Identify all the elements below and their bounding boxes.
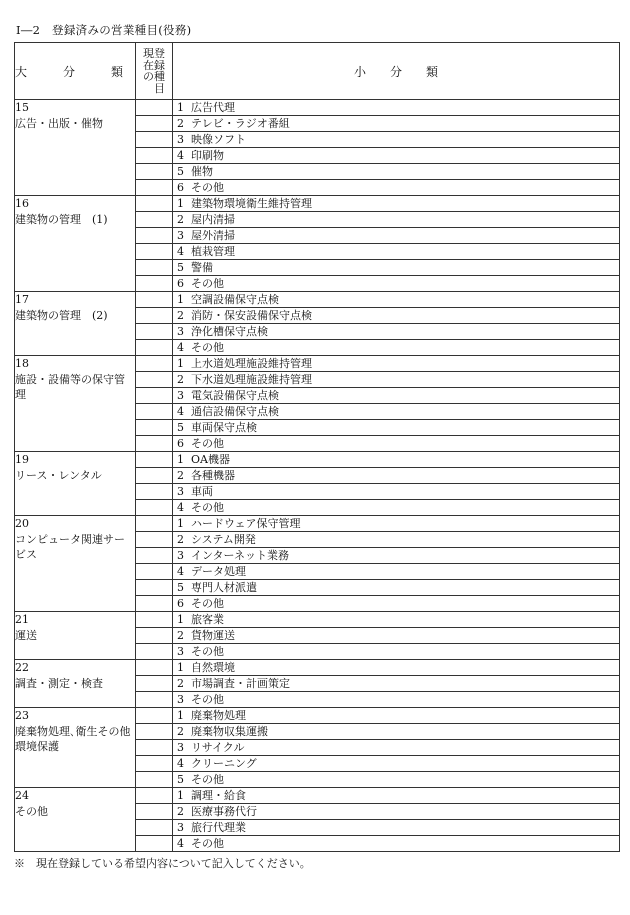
minor-category-cell [173,356,620,372]
table-row [15,660,620,676]
minor-category-label: 調理・給食 [191,789,246,802]
minor-category-cell [173,212,620,228]
minor-category-label: その他 [191,181,224,194]
major-category-header: 大 分 類 [15,43,136,100]
major-category-number: 20 [15,517,29,530]
minor-category-label: 広告代理 [191,101,235,114]
minor-category-label: 廃棄物収集運搬 [191,725,268,738]
registered-check-cell[interactable] [136,772,173,788]
registered-check-cell[interactable] [136,324,173,340]
major-category-number: 19 [15,453,29,466]
minor-category-label: その他 [191,437,224,450]
registered-check-cell[interactable] [136,340,173,356]
minor-category-label: ハードウェア保守管理 [191,517,301,530]
registered-items-header [136,43,173,100]
minor-category-number: 4 [177,501,184,514]
registered-check-cell[interactable] [136,788,173,804]
minor-category-number: 6 [177,437,184,450]
registered-check-cell[interactable] [136,276,173,292]
minor-category-cell [173,420,620,436]
minor-category-number: 3 [177,229,184,242]
table-row [15,100,620,116]
minor-category-number: 2 [177,725,184,738]
minor-category-cell [173,132,620,148]
registered-check-cell[interactable] [136,548,173,564]
minor-category-number: 1 [177,293,184,306]
minor-category-cell [173,244,620,260]
minor-category-label: 印刷物 [191,149,224,162]
minor-category-cell [173,676,620,692]
minor-category-number: 6 [177,181,184,194]
minor-category-cell [173,724,620,740]
registered-check-cell[interactable] [136,564,173,580]
footnote: ※ 現在登録している希望内容について記入してください。 [14,857,311,870]
registered-check-cell[interactable] [136,100,173,116]
minor-category-label: 車両 [191,485,213,498]
minor-category-label: 映像ソフト [191,133,246,146]
minor-category-label: その他 [191,341,224,354]
minor-category-number: 3 [177,645,184,658]
major-category-name: 建築物の管理 (1) [15,212,108,226]
major-category-name: 運送 [15,628,37,642]
registered-check-cell[interactable] [136,196,173,212]
minor-category-number: 5 [177,581,184,594]
major-category-cell [15,660,136,708]
minor-category-number: 3 [177,741,184,754]
minor-category-number: 6 [177,597,184,610]
minor-category-cell [173,116,620,132]
minor-category-number: 1 [177,197,184,210]
minor-category-cell [173,612,620,628]
registered-check-cell[interactable] [136,436,173,452]
major-category-name: 広告・出版・催物 [15,116,103,130]
registered-check-cell[interactable] [136,372,173,388]
major-category-cell [15,356,136,452]
minor-category-label: 貨物運送 [191,629,235,642]
registered-check-cell[interactable] [136,180,173,196]
major-category-cell [15,612,136,660]
minor-category-label: システム開発 [191,533,256,546]
table-row [15,788,620,804]
major-category-number: 16 [15,197,29,210]
major-category-number: 23 [15,709,29,722]
minor-category-label: 電気設備保守点検 [191,389,279,402]
minor-category-label: その他 [191,645,224,658]
major-category-cell [15,292,136,356]
minor-category-cell [173,388,620,404]
registered-check-cell[interactable] [136,804,173,820]
minor-category-cell [173,804,620,820]
minor-category-cell [173,372,620,388]
registered-check-cell[interactable] [136,612,173,628]
major-category-name: コンピュータ関連サービス [15,532,125,561]
minor-category-label: クリーニング [191,757,257,770]
minor-category-cell [173,516,620,532]
minor-category-cell [173,596,620,612]
minor-category-number: 6 [177,277,184,290]
minor-category-label: 警備 [191,261,213,274]
registered-check-cell[interactable] [136,692,173,708]
registered-check-cell[interactable] [136,724,173,740]
minor-category-number: 1 [177,709,184,722]
minor-category-label: 催物 [191,165,213,178]
registered-check-cell[interactable] [136,628,173,644]
minor-category-label: 各種機器 [191,469,235,482]
minor-category-number: 1 [177,453,184,466]
minor-category-label: 建築物環境衛生維持管理 [191,197,312,210]
minor-category-label: その他 [191,693,224,706]
minor-category-label: その他 [191,597,224,610]
major-category-number: 21 [15,613,29,626]
minor-category-label: 下水道処理施設維持管理 [191,373,312,386]
minor-category-cell [173,468,620,484]
major-category-name: 調査・測定・検査 [15,676,103,690]
minor-category-label: 旅行代理業 [191,821,246,834]
major-category-cell [15,196,136,292]
minor-category-cell [173,404,620,420]
registered-check-cell[interactable] [136,516,173,532]
major-category-number: 15 [15,101,29,114]
registered-check-cell[interactable] [136,500,173,516]
major-category-name: その他 [15,804,48,818]
minor-category-number: 1 [177,101,184,114]
minor-category-label: OA機器 [191,453,230,466]
minor-category-label: 車両保守点検 [191,421,257,434]
minor-category-label: 通信設備保守点検 [191,405,279,418]
minor-category-cell [173,196,620,212]
minor-category-label: 消防・保安設備保守点検 [191,309,312,322]
minor-category-label: 浄化槽保守点検 [191,325,268,338]
major-category-name: 施設・設備等の保守管理 [15,372,125,401]
registered-check-cell[interactable] [136,420,173,436]
minor-category-label: 上水道処理施設維持管理 [191,357,312,370]
minor-category-cell [173,628,620,644]
major-category-cell [15,100,136,196]
registered-check-cell[interactable] [136,356,173,372]
minor-category-number: 1 [177,517,184,530]
registered-check-cell[interactable] [136,164,173,180]
minor-category-cell [173,580,620,596]
registered-check-cell[interactable] [136,676,173,692]
major-category-number: 22 [15,661,29,674]
major-category-number: 24 [15,789,29,802]
minor-category-cell [173,660,620,676]
registered-check-cell[interactable] [136,484,173,500]
minor-category-number: 2 [177,533,184,546]
minor-category-label: 廃棄物処理 [191,709,246,722]
minor-category-number: 4 [177,565,184,578]
registered-check-cell[interactable] [136,740,173,756]
major-category-cell [15,452,136,516]
minor-category-cell [173,452,620,468]
registered-check-cell[interactable] [136,708,173,724]
page-title: Ⅰ―2 登録済みの営業種目(役務) [16,23,192,37]
minor-category-number: 1 [177,789,184,802]
major-category-cell [15,708,136,788]
registered-check-cell[interactable] [136,404,173,420]
minor-category-cell [173,644,620,660]
major-category-number: 17 [15,293,29,306]
major-category-name: 建築物の管理 (2) [15,308,108,322]
header-row [15,43,620,100]
major-category-name: リース・レンタル [15,468,102,482]
minor-category-number: 3 [177,693,184,706]
minor-category-number: 5 [177,773,184,786]
minor-category-cell [173,708,620,724]
minor-category-label: 旅客業 [191,613,224,626]
minor-category-label: リサイクル [191,741,245,754]
registered-check-cell[interactable] [136,260,173,276]
minor-category-cell [173,484,620,500]
minor-category-number: 2 [177,117,184,130]
registered-check-cell[interactable] [136,452,173,468]
minor-category-header: 小 分 類 [173,43,620,100]
minor-category-cell [173,180,620,196]
minor-category-number: 2 [177,469,184,482]
minor-category-label: 専門人材派遣 [191,581,257,594]
minor-category-cell [173,228,620,244]
minor-category-cell [173,436,620,452]
minor-category-cell [173,324,620,340]
minor-category-number: 2 [177,213,184,226]
registered-check-cell[interactable] [136,660,173,676]
registered-check-cell[interactable] [136,244,173,260]
minor-category-number: 3 [177,389,184,402]
minor-category-cell [173,564,620,580]
minor-category-cell [173,532,620,548]
minor-category-label: その他 [191,277,224,290]
registered-check-cell[interactable] [136,388,173,404]
minor-category-label: 自然環境 [191,661,235,674]
registered-header-line-2: 登 録 種 目 [154,47,165,95]
minor-category-cell [173,340,620,356]
table-row [15,612,620,628]
registered-header-line-1: 現 在 の [143,47,154,83]
minor-category-cell [173,148,620,164]
minor-category-label: インターネット業務 [191,549,290,562]
minor-category-label: 市場調査・計画策定 [191,677,290,690]
registered-check-cell[interactable] [136,644,173,660]
table-row [15,292,620,308]
table-row [15,356,620,372]
major-category-cell [15,788,136,852]
minor-category-number: 1 [177,357,184,370]
minor-category-label: データ処理 [191,565,246,578]
table-row [15,452,620,468]
minor-category-number: 2 [177,629,184,642]
minor-category-cell [173,788,620,804]
minor-category-number: 1 [177,613,184,626]
minor-category-number: 2 [177,677,184,690]
minor-category-number: 5 [177,261,184,274]
minor-category-label: その他 [191,773,224,786]
minor-category-label: 屋外清掃 [191,229,235,242]
minor-category-number: 5 [177,421,184,434]
minor-category-number: 4 [177,341,184,354]
registered-check-cell[interactable] [136,308,173,324]
minor-category-cell [173,548,620,564]
minor-category-cell [173,836,620,852]
registered-check-cell[interactable] [136,468,173,484]
minor-category-number: 3 [177,325,184,338]
minor-category-cell [173,756,620,772]
minor-category-cell [173,308,620,324]
table-row [15,196,620,212]
table-row [15,516,620,532]
minor-category-label: 植栽管理 [191,245,235,258]
registered-check-cell[interactable] [136,148,173,164]
registered-check-cell[interactable] [136,116,173,132]
minor-category-cell [173,164,620,180]
minor-category-number: 2 [177,805,184,818]
registered-check-cell[interactable] [136,756,173,772]
registered-check-cell[interactable] [136,132,173,148]
minor-category-cell [173,276,620,292]
minor-category-number: 5 [177,165,184,178]
minor-category-number: 2 [177,373,184,386]
minor-category-number: 1 [177,661,184,674]
minor-category-cell [173,772,620,788]
registered-check-cell[interactable] [136,836,173,852]
minor-category-cell [173,820,620,836]
registration-table [14,42,620,852]
registered-check-cell[interactable] [136,228,173,244]
minor-category-number: 4 [177,149,184,162]
registered-check-cell[interactable] [136,596,173,612]
minor-category-number: 2 [177,309,184,322]
table-row [15,708,620,724]
minor-category-cell [173,692,620,708]
minor-category-cell [173,500,620,516]
minor-category-number: 3 [177,485,184,498]
registered-check-cell[interactable] [136,820,173,836]
minor-category-label: 屋内清掃 [191,213,235,226]
registered-check-cell[interactable] [136,292,173,308]
registered-check-cell[interactable] [136,532,173,548]
minor-category-number: 4 [177,757,184,770]
minor-category-number: 3 [177,549,184,562]
minor-category-label: テレビ・ラジオ番組 [191,117,290,130]
minor-category-label: その他 [191,501,224,514]
minor-category-cell [173,740,620,756]
minor-category-number: 4 [177,245,184,258]
minor-category-cell [173,100,620,116]
minor-category-number: 3 [177,133,184,146]
minor-category-label: その他 [191,837,224,850]
minor-category-label: 医療事務代行 [191,805,257,818]
minor-category-label: 空調設備保守点検 [191,293,279,306]
registered-check-cell[interactable] [136,212,173,228]
minor-category-cell [173,292,620,308]
registered-check-cell[interactable] [136,580,173,596]
major-category-cell [15,516,136,612]
minor-category-number: 4 [177,837,184,850]
minor-category-number: 4 [177,405,184,418]
minor-category-number: 3 [177,821,184,834]
minor-category-cell [173,260,620,276]
major-category-name: 廃棄物処理､衛生その他環境保護 [15,724,131,753]
major-category-number: 18 [15,357,29,370]
